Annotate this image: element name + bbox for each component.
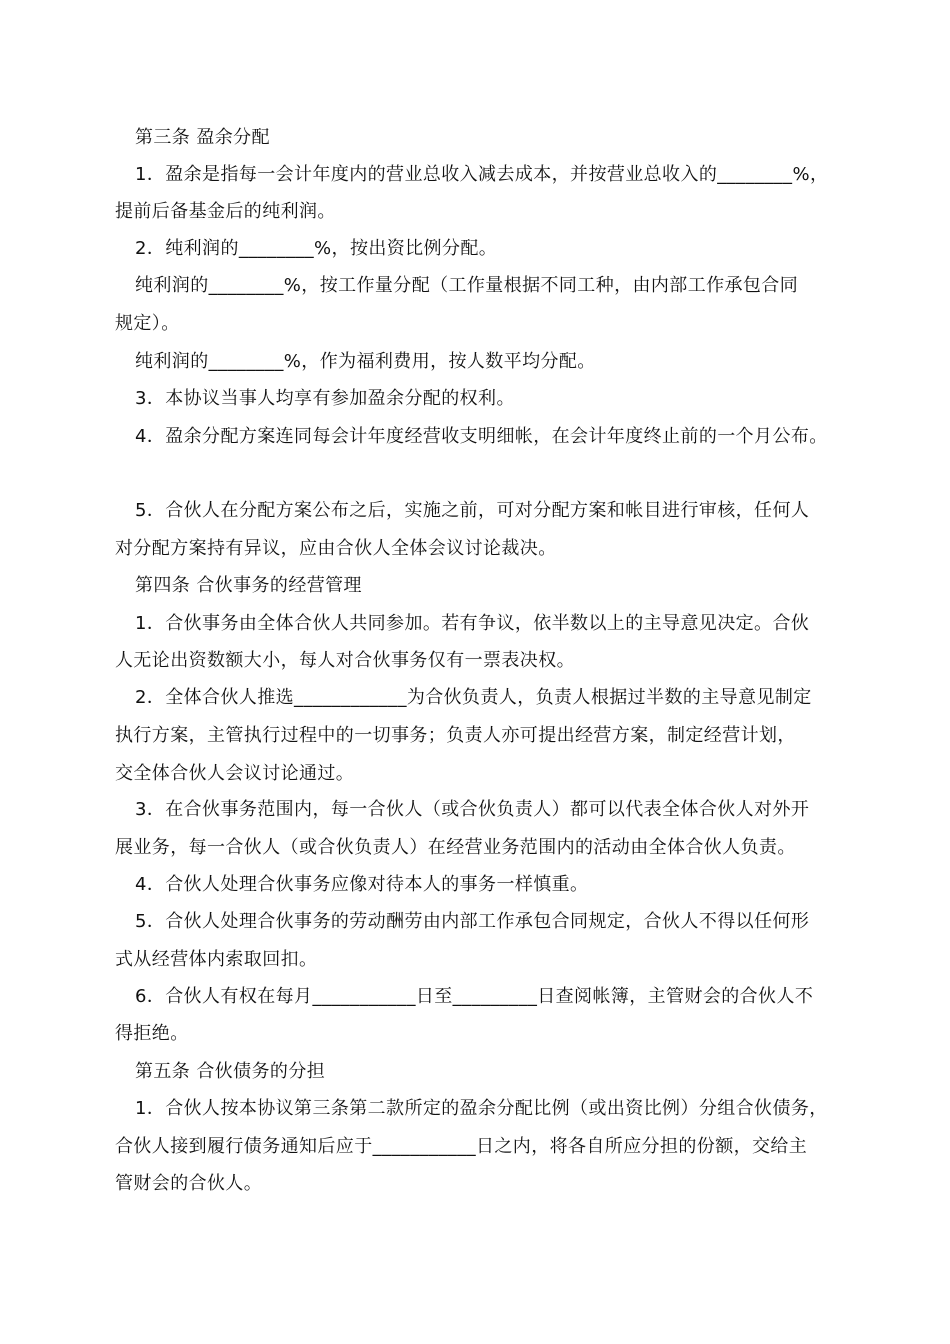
- paragraph-line: 2．纯利润的________%，按出资比例分配。: [135, 238, 498, 259]
- paragraph-line: 1．合伙人按本协议第三条第二款所定的盈余分配比例（或出资比例）分组合伙债务，: [135, 1098, 828, 1119]
- section-heading-5: 第五条 合伙债务的分担: [135, 1061, 326, 1082]
- paragraph-line: 合伙人接到履行债务通知后应于___________日之内，将各自所应分担的份额，交给主: [115, 1136, 808, 1157]
- paragraph-line: 规定）。: [115, 313, 180, 334]
- paragraph-line: 3．本协议当事人均享有参加盈余分配的权利。: [135, 388, 515, 409]
- paragraph-line: 式从经营体内索取回扣。: [115, 949, 318, 970]
- paragraph-line: 纯利润的________%，作为福利费用，按人数平均分配。: [135, 351, 596, 372]
- paragraph-line: 执行方案，主管执行过程中的一切事务；负责人亦可提出经营方案，制定经营计划，: [115, 725, 796, 746]
- section-heading-3: 第三条 盈余分配: [135, 127, 270, 148]
- paragraph-line: 4．盈余分配方案连同每会计年度经营收支明细帐，在会计年度终止前的一个月公布。: [135, 426, 828, 447]
- paragraph-line: 提前后备基金后的纯利润。: [115, 201, 336, 222]
- paragraph-line: 2．全体合伙人推选____________为合伙负责人，负责人根据过半数的主导意见制定: [135, 687, 812, 708]
- paragraph-line: 1．盈余是指每一会计年度内的营业总收入减去成本，并按营业总收入的________%，: [135, 164, 829, 185]
- paragraph-line: 管财会的合伙人。: [115, 1173, 263, 1194]
- paragraph-line: 6．合伙人有权在每月___________日至_________日查阅帐簿，主管财会的合伙人不: [135, 986, 814, 1007]
- paragraph-line: 展业务，每一合伙人（或合伙负责人）在经营业务范围内的活动由全体合伙人负责。: [115, 837, 796, 858]
- paragraph-line: 得拒绝。: [115, 1023, 189, 1044]
- paragraph-line: 4．合伙人处理合伙事务应像对待本人的事务一样慎重。: [135, 874, 589, 895]
- section-heading-4: 第四条 合伙事务的经营管理: [135, 575, 362, 596]
- paragraph-line: 纯利润的________%，按工作量分配（工作量根据不同工种，由内部工作承包合同: [135, 275, 799, 296]
- paragraph-line: 3．在合伙事务范围内，每一合伙人（或合伙负责人）都可以代表全体合伙人对外开: [135, 799, 810, 820]
- paragraph-line: 人无论出资数额大小，每人对合伙事务仅有一票表决权。: [115, 650, 575, 671]
- paragraph-line: 1．合伙事务由全体合伙人共同参加。若有争议，依半数以上的主导意见决定。合伙: [135, 613, 810, 634]
- paragraph-line: 5．合伙人在分配方案公布之后，实施之前，可对分配方案和帐目进行审核，任何人: [135, 500, 810, 521]
- paragraph-line: 对分配方案持有异议，应由合伙人全体会议讨论裁决。: [115, 538, 557, 559]
- paragraph-line: 交全体合伙人会议讨论通过。: [115, 763, 355, 784]
- paragraph-line: 5．合伙人处理合伙事务的劳动酬劳由内部工作承包合同规定，合伙人不得以任何形: [135, 911, 810, 932]
